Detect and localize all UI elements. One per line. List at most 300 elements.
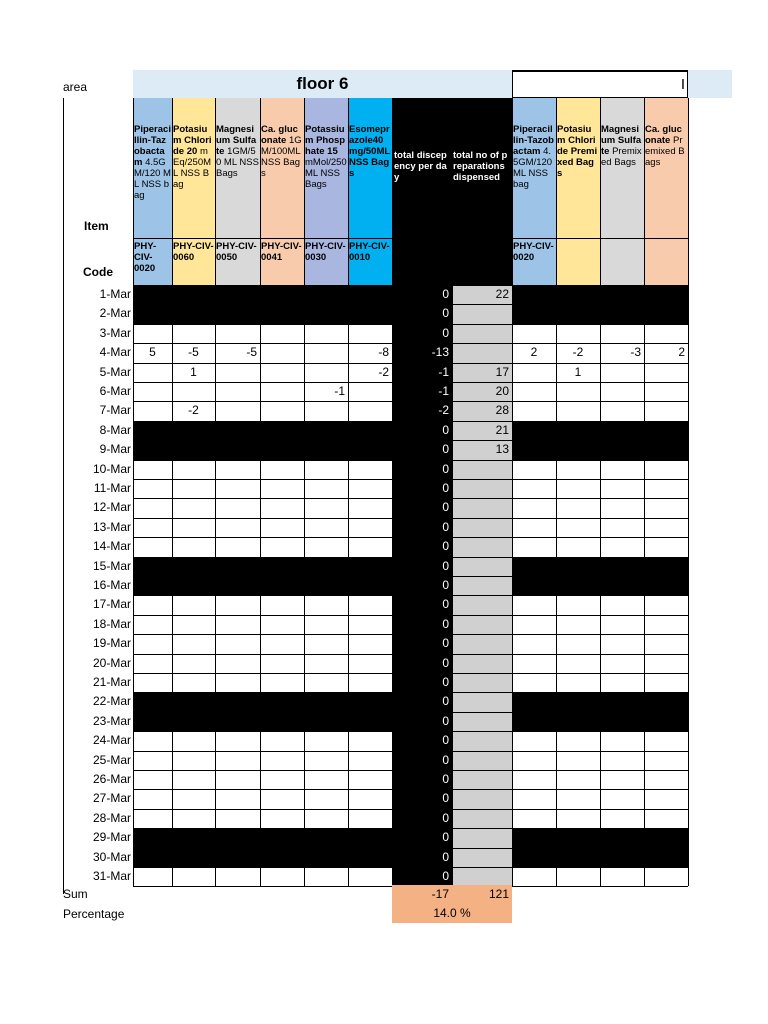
data-cell[interactable] [644,363,688,382]
data-cell[interactable]: -8 [348,343,392,362]
data-cell[interactable] [556,576,600,595]
data-cell[interactable] [133,828,172,847]
data-cell[interactable] [304,595,348,614]
item-code[interactable] [644,238,688,285]
data-cell[interactable] [644,557,688,576]
data-cell[interactable] [556,731,600,750]
preparations-cell[interactable]: 21 [452,421,512,440]
data-cell[interactable] [512,324,556,343]
data-cell[interactable] [215,751,260,770]
data-cell[interactable] [348,770,392,789]
data-cell[interactable] [348,673,392,692]
data-cell[interactable] [600,479,644,498]
data-cell[interactable] [260,537,304,556]
item-code[interactable]: PHY-CIV-0020 [133,238,172,285]
data-cell[interactable] [172,731,215,750]
data-cell[interactable] [512,595,556,614]
data-cell[interactable] [600,537,644,556]
data-cell[interactable] [172,557,215,576]
preparations-cell[interactable] [452,537,512,556]
data-cell[interactable] [644,673,688,692]
preparations-cell[interactable] [452,848,512,867]
data-cell[interactable] [172,828,215,847]
data-cell[interactable] [260,460,304,479]
item-header[interactable] [304,98,348,238]
preparations-cell[interactable] [452,673,512,692]
data-cell[interactable] [172,615,215,634]
data-cell[interactable] [348,401,392,420]
data-cell[interactable] [512,537,556,556]
data-cell[interactable] [644,809,688,828]
preparations-cell[interactable] [452,615,512,634]
discrepancy-cell[interactable]: -1 [392,363,452,382]
preparations-cell[interactable] [452,789,512,808]
item-code[interactable]: PHY-CIV-0060 [172,238,215,285]
data-cell[interactable] [133,731,172,750]
data-cell[interactable] [644,479,688,498]
data-cell[interactable] [348,498,392,517]
discrepancy-cell[interactable]: 0 [392,537,452,556]
data-cell[interactable] [348,654,392,673]
data-cell[interactable] [512,789,556,808]
item-header[interactable] [172,98,215,238]
data-cell[interactable] [215,537,260,556]
data-cell[interactable] [172,498,215,517]
data-cell[interactable] [133,595,172,614]
data-cell[interactable] [348,789,392,808]
data-cell[interactable] [260,673,304,692]
data-cell[interactable] [600,382,644,401]
data-cell[interactable] [215,615,260,634]
preparations-cell[interactable] [452,557,512,576]
data-cell[interactable] [512,440,556,459]
data-cell[interactable] [512,770,556,789]
data-cell[interactable] [600,324,644,343]
data-cell[interactable] [172,654,215,673]
data-cell[interactable] [215,498,260,517]
data-cell[interactable] [348,692,392,711]
data-cell[interactable] [600,770,644,789]
data-cell[interactable] [133,498,172,517]
discrepancy-cell[interactable]: 0 [392,615,452,634]
discrepancy-cell[interactable]: 0 [392,576,452,595]
data-cell[interactable] [512,692,556,711]
data-cell[interactable] [133,421,172,440]
data-cell[interactable] [215,673,260,692]
data-cell[interactable] [260,654,304,673]
data-cell[interactable] [172,770,215,789]
data-cell[interactable] [556,809,600,828]
data-cell[interactable] [215,285,260,304]
data-cell[interactable] [512,615,556,634]
discrepancy-cell[interactable]: -13 [392,343,452,362]
data-cell[interactable] [644,537,688,556]
data-cell[interactable] [644,595,688,614]
discrepancy-cell[interactable]: 0 [392,285,452,304]
data-cell[interactable] [133,401,172,420]
data-cell[interactable] [304,460,348,479]
data-cell[interactable] [644,304,688,323]
data-cell[interactable] [644,692,688,711]
data-cell[interactable] [172,576,215,595]
data-cell[interactable] [556,498,600,517]
data-cell[interactable] [556,867,600,886]
item-code[interactable]: PHY-CIV-0020 [512,238,556,285]
data-cell[interactable] [644,518,688,537]
data-cell[interactable] [600,692,644,711]
data-cell[interactable] [215,809,260,828]
data-cell[interactable] [172,382,215,401]
data-cell[interactable] [512,363,556,382]
data-cell[interactable] [172,809,215,828]
data-cell[interactable] [215,460,260,479]
data-cell[interactable] [304,363,348,382]
data-cell[interactable]: -2 [556,343,600,362]
data-cell[interactable] [172,285,215,304]
preparations-cell[interactable]: 22 [452,285,512,304]
discrepancy-cell[interactable]: 0 [392,770,452,789]
data-cell[interactable] [512,382,556,401]
data-cell[interactable] [215,634,260,653]
data-cell[interactable] [260,421,304,440]
data-cell[interactable] [260,770,304,789]
data-cell[interactable] [348,557,392,576]
data-cell[interactable] [133,576,172,595]
discrepancy-cell[interactable]: 0 [392,518,452,537]
data-cell[interactable] [215,557,260,576]
data-cell[interactable] [644,634,688,653]
data-cell[interactable] [556,518,600,537]
data-cell[interactable] [304,789,348,808]
data-cell[interactable] [172,304,215,323]
data-cell[interactable] [644,770,688,789]
item-header[interactable] [348,98,392,238]
data-cell[interactable] [348,634,392,653]
discrepancy-cell[interactable]: 0 [392,440,452,459]
data-cell[interactable] [644,654,688,673]
data-cell[interactable] [556,848,600,867]
data-cell[interactable] [600,401,644,420]
data-cell[interactable] [260,712,304,731]
data-cell[interactable] [512,712,556,731]
data-cell[interactable] [215,770,260,789]
data-cell[interactable] [556,789,600,808]
data-cell[interactable] [260,809,304,828]
data-cell[interactable] [172,440,215,459]
data-cell[interactable] [133,673,172,692]
data-cell[interactable] [215,848,260,867]
data-cell[interactable] [348,537,392,556]
preparations-cell[interactable] [452,809,512,828]
data-cell[interactable] [556,460,600,479]
data-cell[interactable] [260,692,304,711]
preparations-cell[interactable] [452,460,512,479]
data-cell[interactable] [644,615,688,634]
data-cell[interactable] [644,789,688,808]
data-cell[interactable] [512,731,556,750]
discrepancy-cell[interactable]: 0 [392,557,452,576]
data-cell[interactable] [644,848,688,867]
discrepancy-cell[interactable]: 0 [392,498,452,517]
data-cell[interactable] [172,479,215,498]
discrepancy-cell[interactable]: 0 [392,731,452,750]
data-cell[interactable] [260,634,304,653]
data-cell[interactable] [348,285,392,304]
data-cell[interactable] [215,440,260,459]
data-cell[interactable] [260,867,304,886]
data-cell[interactable] [512,285,556,304]
data-cell[interactable] [600,576,644,595]
preparations-cell[interactable]: 13 [452,440,512,459]
data-cell[interactable] [172,848,215,867]
data-cell[interactable]: 2 [512,343,556,362]
data-cell[interactable] [348,324,392,343]
data-cell[interactable] [172,751,215,770]
data-cell[interactable] [133,751,172,770]
data-cell[interactable] [304,712,348,731]
data-cell[interactable] [644,828,688,847]
data-cell[interactable] [172,324,215,343]
data-cell[interactable] [644,731,688,750]
data-cell[interactable] [260,304,304,323]
data-cell[interactable] [260,498,304,517]
data-cell[interactable] [215,304,260,323]
data-cell[interactable]: 1 [556,363,600,382]
data-cell[interactable] [600,789,644,808]
data-cell[interactable] [215,867,260,886]
data-cell[interactable] [172,537,215,556]
data-cell[interactable] [133,634,172,653]
data-cell[interactable] [133,363,172,382]
data-cell[interactable] [512,848,556,867]
data-cell[interactable] [133,440,172,459]
data-cell[interactable] [133,848,172,867]
data-cell[interactable] [556,440,600,459]
data-cell[interactable] [600,867,644,886]
item-header[interactable] [644,98,688,238]
data-cell[interactable] [600,731,644,750]
data-cell[interactable] [600,673,644,692]
item-header[interactable] [215,98,260,238]
data-cell[interactable] [348,751,392,770]
data-cell[interactable] [512,828,556,847]
data-cell[interactable] [304,440,348,459]
preparations-cell[interactable] [452,324,512,343]
data-cell[interactable] [600,654,644,673]
data-cell[interactable] [215,654,260,673]
item-header[interactable] [133,98,172,238]
data-cell[interactable] [133,518,172,537]
data-cell[interactable] [512,654,556,673]
data-cell[interactable] [172,789,215,808]
data-cell[interactable] [512,576,556,595]
data-cell[interactable] [512,421,556,440]
data-cell[interactable] [644,324,688,343]
data-cell[interactable] [348,479,392,498]
data-cell[interactable] [644,751,688,770]
data-cell[interactable] [133,324,172,343]
data-cell[interactable] [133,654,172,673]
data-cell[interactable] [133,867,172,886]
preparations-cell[interactable] [452,751,512,770]
data-cell[interactable] [304,576,348,595]
data-cell[interactable] [304,654,348,673]
preparations-cell[interactable] [452,479,512,498]
data-cell[interactable] [512,809,556,828]
data-cell[interactable] [600,615,644,634]
data-cell[interactable] [304,343,348,362]
data-cell[interactable] [556,537,600,556]
data-cell[interactable]: -1 [304,382,348,401]
data-cell[interactable] [172,673,215,692]
data-cell[interactable] [348,848,392,867]
data-cell[interactable] [304,809,348,828]
data-cell[interactable] [556,712,600,731]
data-cell[interactable] [260,576,304,595]
data-cell[interactable] [512,557,556,576]
data-cell[interactable] [260,285,304,304]
item-code[interactable]: PHY-CIV-0030 [304,238,348,285]
data-cell[interactable] [348,615,392,634]
data-cell[interactable] [512,751,556,770]
data-cell[interactable] [556,285,600,304]
data-cell[interactable] [556,421,600,440]
data-cell[interactable] [215,479,260,498]
data-cell[interactable] [260,828,304,847]
discrepancy-cell[interactable]: 0 [392,595,452,614]
item-header[interactable] [512,98,556,238]
data-cell[interactable] [133,615,172,634]
data-cell[interactable]: 5 [133,343,172,362]
data-cell[interactable] [260,363,304,382]
data-cell[interactable] [260,751,304,770]
preparations-cell[interactable] [452,731,512,750]
preparations-cell[interactable]: 17 [452,363,512,382]
discrepancy-cell[interactable]: -2 [392,401,452,420]
data-cell[interactable] [172,421,215,440]
data-cell[interactable] [215,828,260,847]
item-header[interactable] [556,98,600,238]
data-cell[interactable] [600,440,644,459]
data-cell[interactable] [133,557,172,576]
data-cell[interactable] [348,712,392,731]
preparations-cell[interactable]: 20 [452,382,512,401]
data-cell[interactable] [556,654,600,673]
data-cell[interactable] [348,382,392,401]
data-cell[interactable] [304,828,348,847]
data-cell[interactable] [556,634,600,653]
discrepancy-cell[interactable]: 0 [392,324,452,343]
data-cell[interactable] [600,557,644,576]
data-cell[interactable] [133,537,172,556]
data-cell[interactable] [304,692,348,711]
data-cell[interactable] [600,848,644,867]
discrepancy-cell[interactable]: 0 [392,712,452,731]
data-cell[interactable] [304,731,348,750]
data-cell[interactable] [600,285,644,304]
data-cell[interactable] [348,576,392,595]
data-cell[interactable] [348,460,392,479]
data-cell[interactable] [512,867,556,886]
data-cell[interactable] [133,770,172,789]
data-cell[interactable] [512,479,556,498]
data-cell[interactable] [215,576,260,595]
discrepancy-cell[interactable]: 0 [392,848,452,867]
data-cell[interactable] [556,615,600,634]
data-cell[interactable] [556,673,600,692]
data-cell[interactable] [304,285,348,304]
data-cell[interactable] [556,479,600,498]
discrepancy-cell[interactable]: 0 [392,654,452,673]
data-cell[interactable] [644,712,688,731]
data-cell[interactable] [600,421,644,440]
discrepancy-cell[interactable]: 0 [392,460,452,479]
data-cell[interactable] [644,285,688,304]
data-cell[interactable] [304,770,348,789]
data-cell[interactable] [644,440,688,459]
data-cell[interactable] [215,789,260,808]
data-cell[interactable] [172,634,215,653]
preparations-cell[interactable] [452,654,512,673]
discrepancy-cell[interactable]: 0 [392,789,452,808]
data-cell[interactable] [260,479,304,498]
discrepancy-cell[interactable]: 0 [392,751,452,770]
data-cell[interactable] [600,809,644,828]
data-cell[interactable] [644,382,688,401]
data-cell[interactable] [644,401,688,420]
preparations-cell[interactable]: 28 [452,401,512,420]
data-cell[interactable] [348,421,392,440]
data-cell[interactable] [304,634,348,653]
data-cell[interactable] [348,518,392,537]
data-cell[interactable] [600,460,644,479]
data-cell[interactable]: 1 [172,363,215,382]
data-cell[interactable] [172,460,215,479]
data-cell[interactable] [260,789,304,808]
discrepancy-cell[interactable]: 0 [392,421,452,440]
data-cell[interactable] [172,867,215,886]
data-cell[interactable] [215,363,260,382]
discrepancy-cell[interactable]: 0 [392,634,452,653]
item-header[interactable] [600,98,644,238]
discrepancy-cell[interactable]: -1 [392,382,452,401]
data-cell[interactable] [260,731,304,750]
preparations-cell[interactable] [452,867,512,886]
data-cell[interactable] [304,518,348,537]
data-cell[interactable] [304,867,348,886]
data-cell[interactable] [512,634,556,653]
data-cell[interactable] [304,421,348,440]
item-code[interactable]: PHY-CIV-0050 [215,238,260,285]
data-cell[interactable] [512,518,556,537]
data-cell[interactable] [348,595,392,614]
data-cell[interactable]: -5 [215,343,260,362]
data-cell[interactable] [304,401,348,420]
item-header[interactable] [260,98,304,238]
preparations-cell[interactable] [452,692,512,711]
discrepancy-cell[interactable]: 0 [392,867,452,886]
preparations-cell[interactable] [452,828,512,847]
data-cell[interactable] [304,615,348,634]
preparations-cell[interactable] [452,770,512,789]
preparations-cell[interactable] [452,343,512,362]
data-cell[interactable] [304,324,348,343]
data-cell[interactable] [260,557,304,576]
data-cell[interactable] [172,692,215,711]
data-cell[interactable] [512,304,556,323]
data-cell[interactable] [215,595,260,614]
data-cell[interactable] [304,537,348,556]
